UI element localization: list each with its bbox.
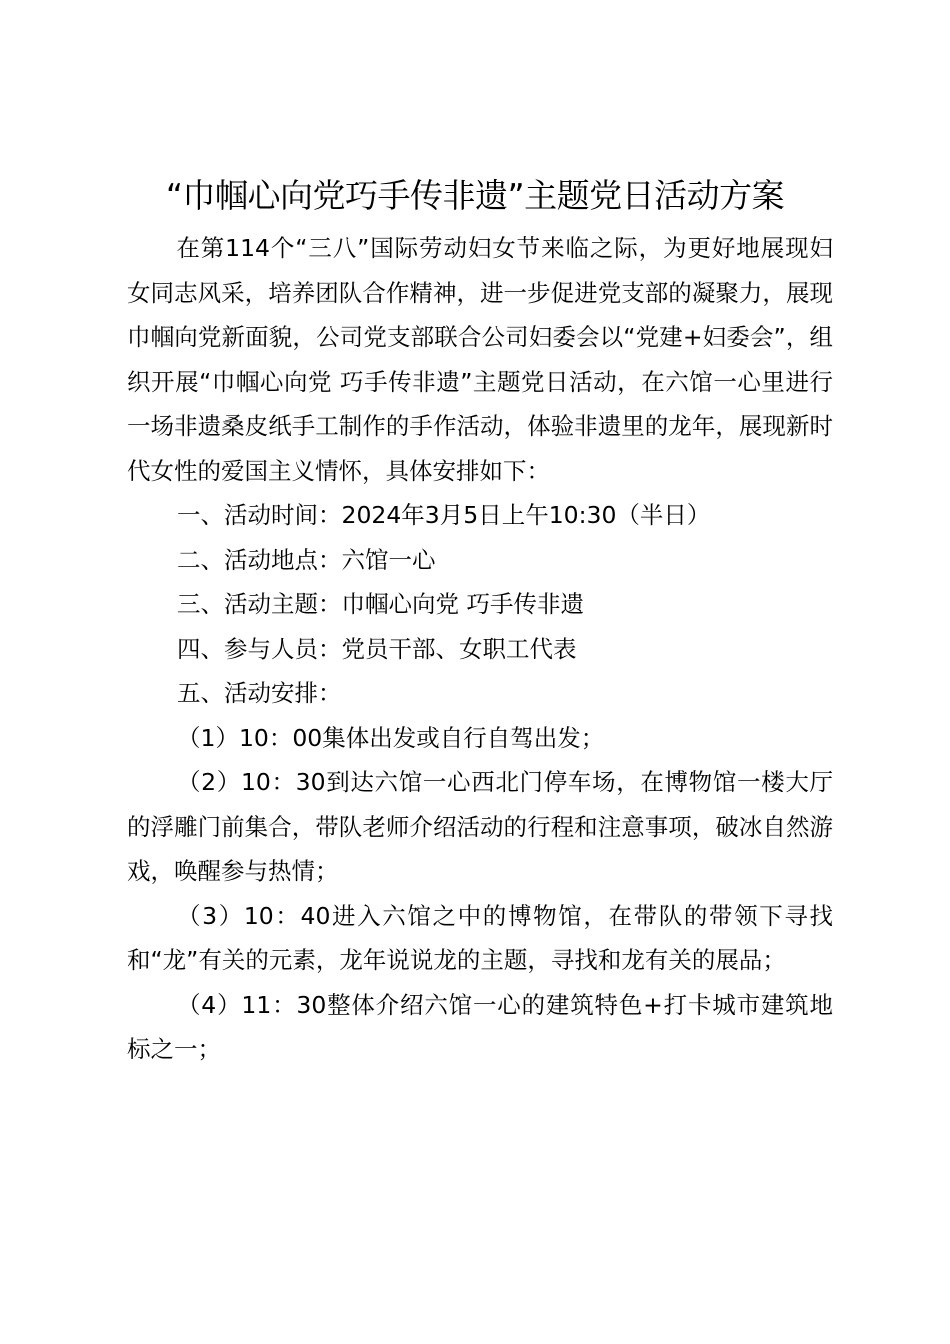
activity-location: 二、活动地点：六馆一心 [177, 545, 436, 574]
document-title: “巾帼心向党巧手传非遗”主题党日活动方案 [165, 176, 785, 215]
activity-schedule-heading: 五、活动安排： [177, 679, 342, 707]
activity-participants: 四、参与人员：党员干部、女职工代表 [177, 634, 577, 663]
schedule-item-1: （1）10：00集体出发或自行自驾出发； [177, 723, 605, 752]
activity-time: 一、活动时间：2024年3月5日上午10:30（半日） [177, 501, 711, 529]
intro-paragraph: 在第114个“三八”国际劳动妇女节来临之际，为更好地展现妇女同志风采，培养团队合作精神，进一步促进党支部的凝聚力，展现巾帼向党新面貌，公司党支部联合公司妇委会以“党建+妇委会”，组织开展“巾帼心向党 巧手传非遗”主题党日活动，在六馆一心里进行一场非遗桑皮纸手工制作的手作活动，体验非遗里的龙年，展现新时代女性的爱国主义情怀，具体安排如下： [127, 234, 833, 485]
schedule-item-4: （4）11：30整体介绍六馆一心的建筑特色+打卡城市建筑地标之一； [127, 990, 833, 1063]
activity-theme: 三、活动主题：巾帼心向党 巧手传非遗 [177, 590, 584, 618]
document-body [127, 226, 833, 1072]
schedule-item-2: （2）10：30到达六馆一心西北门停车场，在博物馆一楼大厅的浮雕门前集合，带队老师介绍活动的行程和注意事项，破冰自然游戏，唤醒参与热情； [127, 768, 833, 885]
schedule-item-3: （3）10：40进入六馆之中的博物馆，在带队的带领下寻找和“龙”有关的元素，龙年说说龙的主题，寻找和龙有关的展品； [127, 901, 833, 974]
